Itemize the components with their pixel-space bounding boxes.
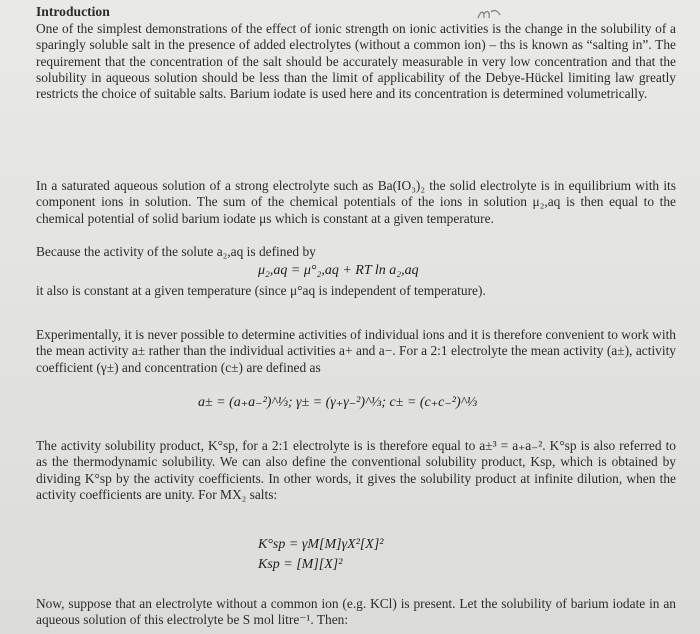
paragraph-mean-activity: Experimentally, it is never possible to determine activities of individual ions and it is therefore convenient to work with the mean activity a± rather than the individual activities a+ and a−. For a 2:1 electrolyte the mean activity (a±), activity coefficient (γ±) and concentration (c±) are defined as <box>36 327 676 375</box>
paragraph-saturated-solution: In a saturated aqueous solution of a strong electrolyte such as Ba(IO₃)₂ the solid electrolyte is in equilibrium with its component ions in solution. The sum of the chemical potentials of the ions in solution μ₂,aq is then equal to the chemical potential of solid barium iodate μs which is constant at a given temperature. <box>36 178 676 226</box>
equation-mean-quantities: a± = (a₊a₋²)^⅓; γ± = (γ₊γ₋²)^⅓; c± = (c₊c₋²)^⅓ <box>198 395 478 410</box>
equation-chemical-potential: μ₂,aq = μ°₂,aq + RT ln a₂,aq <box>258 263 419 278</box>
section-heading: Introduction <box>36 4 110 19</box>
paragraph-common-ion: Now, suppose that an electrolyte without a common ion (e.g. KCl) is present. Let the solubility of barium iodate in an aqueous solution of this electrolyte be S mol litre⁻¹. Then: <box>36 596 676 628</box>
paragraph-intro: One of the simplest demonstrations of the effect of ionic strength on ionic activities is the change in the solubility of a sparingly soluble salt in the presence of added electrolytes (without a common ion) – ths is known as “salting in”. The requirement that the concentration of the salt should be accurately measurable in very low concentration and that the solubility in aqueous solution should be less than the limit of applicability of the Debye-Hückel limiting law greatly restricts the choice of suitable salts. Barium iodate is used here and its concentration is determined volumetrically. <box>36 21 676 102</box>
equation-thermodynamic-ksp: K°sp = γM[M]γX²[X]² <box>258 537 384 552</box>
paragraph-solubility-product: The activity solubility product, K°sp, for a 2:1 electrolyte is is therefore equal to a±³ = a₊a₋². K°sp is also referred to as the thermodynamic solubility. We can also define the conventional solubility product, Ksp, which is obtained by dividing K°sp by the activity coefficients. In other words, it gives the solubility product at infinite dilution, when the activity coefficients are unity. For MX₂ salts: <box>36 438 676 502</box>
paragraph-constant-activity: it also is constant at a given temperature (since μ°aq is independent of temperature). <box>36 283 486 298</box>
paragraph-activity-definition: Because the activity of the solute a₂,aq is defined by <box>36 244 316 259</box>
equation-conventional-ksp: Ksp = [M][X]² <box>258 557 343 572</box>
